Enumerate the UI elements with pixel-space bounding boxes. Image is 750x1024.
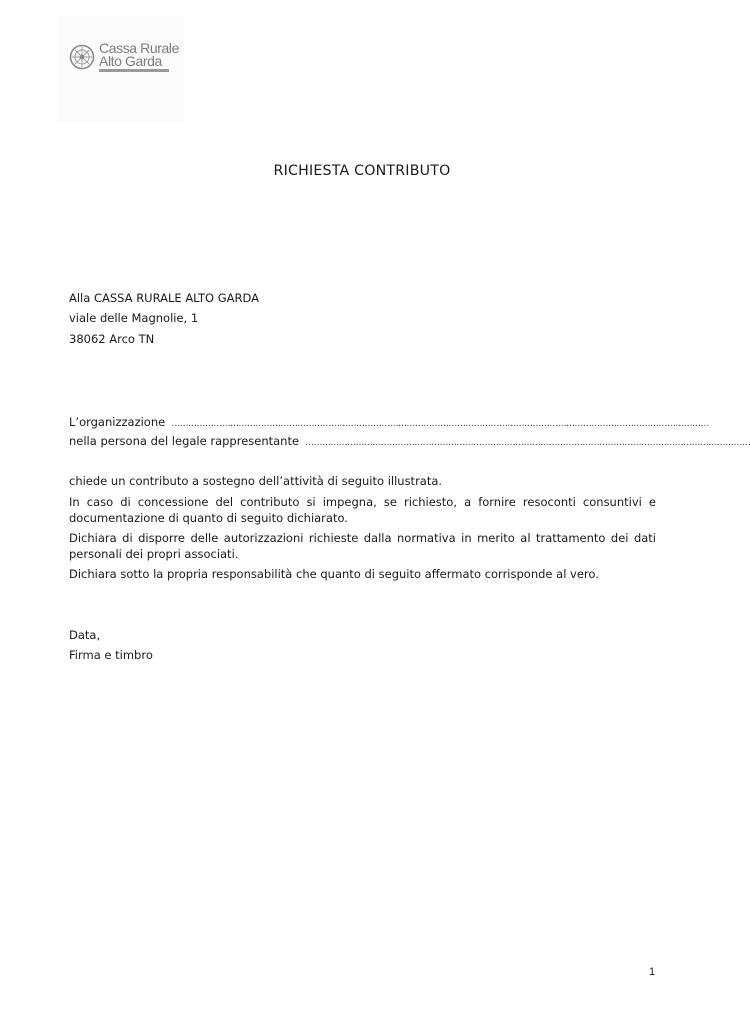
commitment-paragraph: In caso di concessione del contributo si impegna, se richiesto, a fornire resoconti consuntivi e documentazione di quanto di seguito dichiarato. xyxy=(69,495,656,525)
street-line: viale delle Magnolie, 1 xyxy=(69,311,199,325)
declaration-paragraph: Dichiara sotto la propria responsabilità che quanto di seguito affermato corrisponde al vero. xyxy=(69,567,599,581)
request-paragraph: chiede un contributo a sostegno dell’attività di seguito illustrata. xyxy=(69,474,443,488)
privacy-paragraph: Dichiara di disporre delle autorizzazioni richieste dalla normativa in merito al trattamento dei dati personali dei propri associati. xyxy=(69,531,656,561)
city-line: 38062 Arco TN xyxy=(69,332,155,346)
cassa-rurale-logo xyxy=(68,40,180,74)
representative-field[interactable] xyxy=(69,434,750,450)
organization-blank[interactable]: ………………………………………………………………………………………………………………………………………………………………………… xyxy=(171,419,709,429)
logo-text-line2: Alto Garda xyxy=(99,53,162,69)
recipient-line: Alla CASSA RURALE ALTO GARDA xyxy=(69,291,260,305)
date-label: Data, xyxy=(69,628,101,642)
representative-blank[interactable]: …………………………………………………………………………………………………………………………………………… xyxy=(305,438,750,448)
signature-label: Firma e timbro xyxy=(69,648,153,662)
logo-text-line1: Cassa Rurale xyxy=(99,40,180,56)
representative-label: nella persona del legale rappresentante xyxy=(69,434,300,448)
document-title: RICHIESTA CONTRIBUTO xyxy=(273,163,451,179)
organization-field[interactable] xyxy=(69,415,709,431)
logo-area xyxy=(58,16,184,122)
bank-emblem-icon xyxy=(68,43,98,71)
page-number: 1 xyxy=(649,966,656,978)
logo-underline xyxy=(99,69,169,72)
organization-label: L’organizzazione xyxy=(69,415,166,429)
